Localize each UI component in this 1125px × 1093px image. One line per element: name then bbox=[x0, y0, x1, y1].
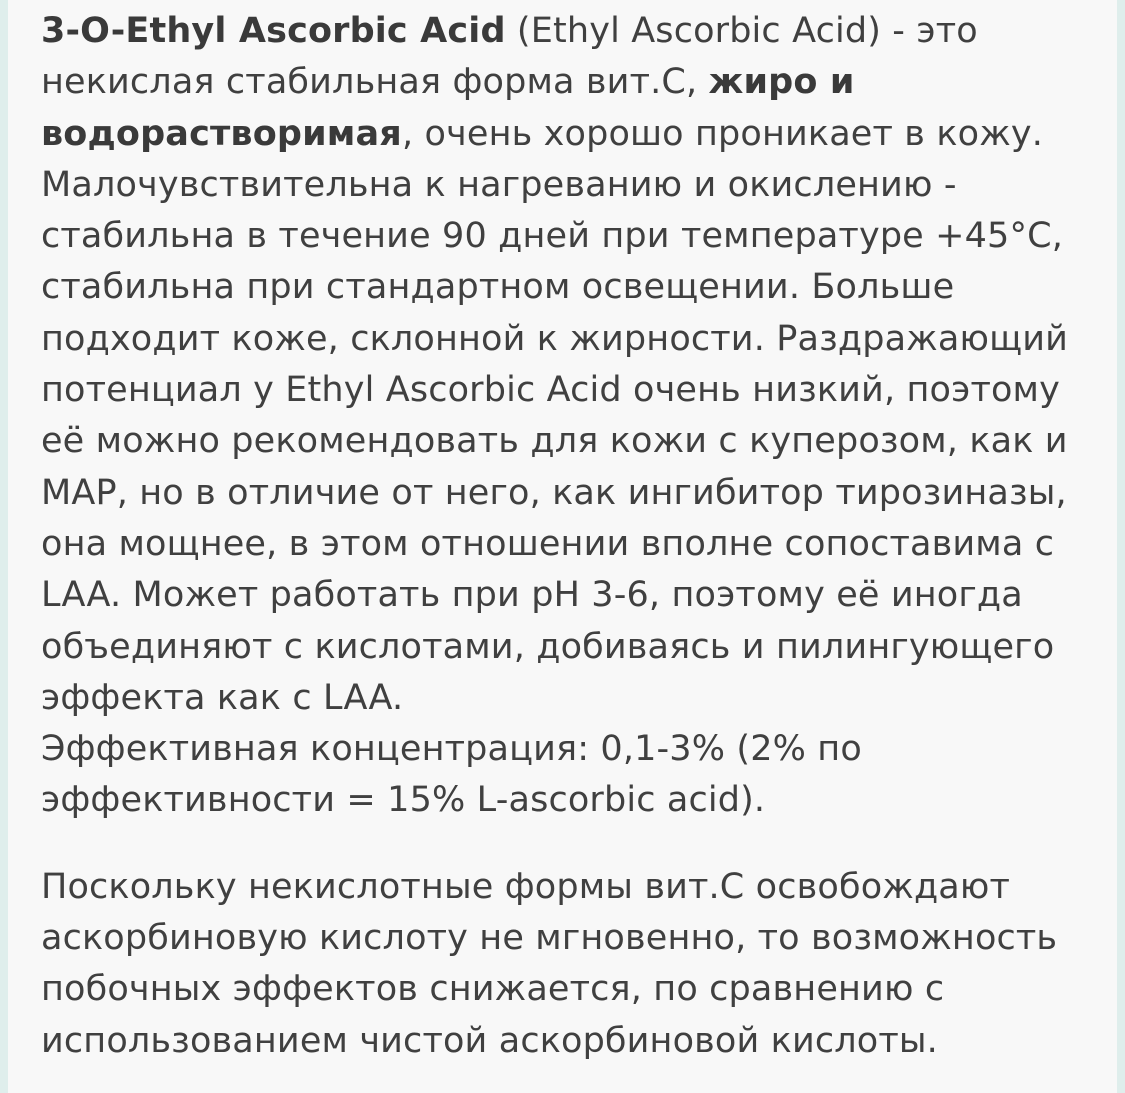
text-line: потенциал у Ethyl Ascorbic Acid очень низкий, поэтому bbox=[41, 370, 1060, 411]
emphasis-bold: водорастворимая bbox=[41, 113, 402, 154]
text-line: подходит коже, склонной к жирности. Раздражающий bbox=[41, 318, 1068, 359]
text-line: она мощнее, в этом отношении вполне сопоставима с bbox=[41, 523, 1055, 564]
term-alt-name: (Ethyl Ascorbic Acid) - это bbox=[505, 11, 978, 51]
text-line: стабильна при стандартном освещении. Больше bbox=[41, 267, 955, 308]
text-line: объединяют с кислотами, добиваясь и пилингующего bbox=[41, 626, 1055, 667]
text-line: эффекта как с LAA. bbox=[41, 677, 404, 718]
text-line bbox=[41, 109, 1091, 160]
term-bold: 3-O-Ethyl Ascorbic Acid bbox=[41, 11, 506, 51]
paragraph-side-effects bbox=[41, 862, 1091, 1067]
text-line: аскорбиновую кислоту не мгновенно, то возможность bbox=[41, 918, 1058, 959]
text-line bbox=[41, 57, 1091, 108]
article-body bbox=[41, 6, 1091, 1067]
text-line: эффективности = 15% L-ascorbic acid). bbox=[41, 780, 766, 821]
text-line: MAP, но в отличие от него, как ингибитор тирозиназы, bbox=[41, 472, 1067, 513]
emphasis-bold: жиро и bbox=[708, 62, 855, 103]
text-line: стабильна в течение 90 дней при температуре +45°С, bbox=[41, 216, 1063, 257]
text-line: Эффективная концентрация: 0,1-3% (2% по bbox=[41, 729, 862, 770]
text-line: Поскольку некислотные формы вит.С освобождают bbox=[41, 866, 1011, 907]
article-card bbox=[8, 0, 1117, 1093]
text-line: Малочувствительна к нагреванию и окислению - bbox=[41, 164, 957, 205]
text-line: LAA. Может работать при pH 3-6, поэтому её иногда bbox=[41, 575, 1023, 616]
text-line bbox=[41, 6, 1091, 57]
text-line: побочных эффектов снижается, по сравнению с bbox=[41, 969, 945, 1010]
paragraph-ethyl-ascorbic-acid bbox=[41, 6, 1091, 827]
text-fragment: некислая стабильная форма вит.С, bbox=[41, 62, 709, 103]
text-line: её можно рекомендовать для кожи с куперозом, как и bbox=[41, 421, 1068, 462]
text-fragment: , очень хорошо проникает в кожу. bbox=[401, 113, 1044, 154]
text-line: использованием чистой аскорбиновой кислоты. bbox=[41, 1020, 938, 1061]
